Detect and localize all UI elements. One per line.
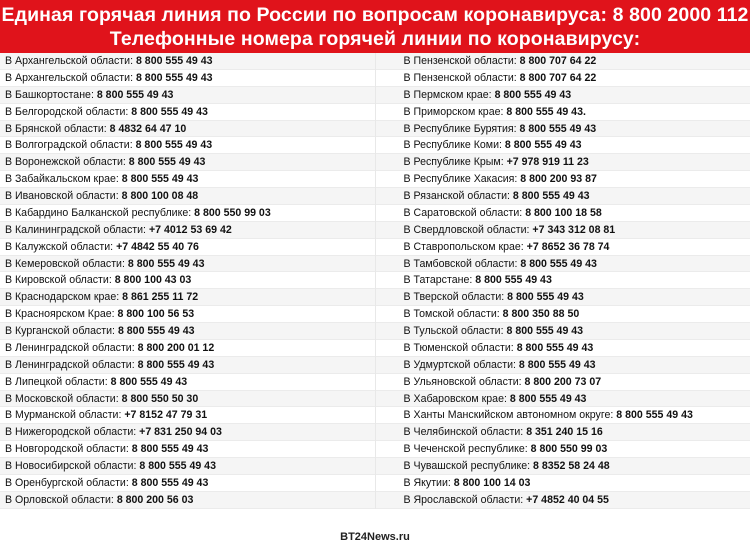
region-label: В Ульяновской области: — [403, 375, 522, 388]
region-label: В Нижегородской области: — [5, 426, 137, 439]
table-row — [0, 475, 375, 492]
table-row — [376, 239, 750, 256]
table-row — [376, 188, 750, 205]
region-label: В Чувашской республике: — [403, 460, 531, 472]
region-label: В Калининградской области: — [5, 223, 146, 236]
phone-number: 8 800 555 49 43 — [137, 358, 215, 371]
region-label: В Волгоградской области: — [5, 139, 133, 152]
phone-number: 8 800 555 49 43 — [506, 325, 584, 337]
region-label: В Саратовской области: — [403, 206, 523, 219]
region-label: В Пермском крае: — [403, 88, 492, 101]
source-footer: BT24News.ru — [340, 531, 410, 543]
phone-number: 8 800 555 49 43 — [135, 71, 213, 84]
phone-number: 8 800 200 01 12 — [137, 341, 215, 354]
phone-number: +7 4852 40 04 55 — [526, 493, 609, 506]
table-row — [0, 492, 375, 509]
phone-number: 8 800 555 49 43 — [121, 173, 199, 186]
region-label: В Тульской области: — [403, 325, 504, 337]
table-row — [0, 323, 375, 340]
phone-number: 8 800 555 49 43 — [139, 460, 216, 472]
hotline-subtitle: Телефонные номера горячей линии по коронавирусу: — [109, 28, 641, 50]
table-row — [376, 374, 750, 391]
region-label: В Пензенской области: — [403, 71, 517, 84]
region-label: В Томской области: — [403, 308, 500, 321]
region-label: В Новгородской области: — [5, 443, 129, 456]
region-label: В Ставропольском крае: — [403, 240, 524, 253]
region-label: В Приморском крае: — [403, 105, 504, 118]
region-label: В Свердловской области: — [403, 223, 530, 236]
region-label: В Забайкальском крае: — [5, 173, 119, 186]
region-label: В Брянской области: — [5, 122, 107, 135]
hotline-title: Единая горячая линия по России по вопросам коронавируса: 8 800 2000 112 — [1, 4, 749, 26]
table-row — [0, 272, 375, 289]
table-row — [0, 188, 375, 205]
table-row — [376, 441, 750, 458]
phone-number: +7 8652 36 78 74 — [526, 240, 610, 253]
phone-number: 8 800 555 49 43 — [110, 375, 188, 388]
table-row — [376, 222, 750, 239]
phone-number: 8 800 555 49 43 — [127, 257, 205, 270]
table-row — [0, 289, 375, 306]
phone-number: 8 800 550 99 03 — [530, 443, 608, 456]
phone-number: +7 4842 55 40 76 — [116, 240, 199, 253]
region-label: В Хабаровском крае: — [403, 392, 507, 405]
right-column — [375, 53, 750, 509]
table-row — [0, 424, 375, 441]
phone-number: 8 800 100 43 03 — [114, 274, 192, 287]
table-row — [376, 492, 750, 509]
region-label: В Рязанской области: — [403, 190, 510, 202]
phone-number: 8 800 350 88 50 — [502, 308, 580, 321]
phone-number: 8 800 555 49 43 — [516, 341, 594, 354]
region-label: В Орловской области: — [5, 493, 114, 506]
table-row — [0, 441, 375, 458]
region-label: В Калужской области: — [5, 240, 114, 253]
phone-number: 8 800 555 49 43 — [494, 88, 572, 101]
region-label: В Кабардино Балканской республике: — [5, 206, 192, 219]
region-label: В Тюменской области: — [403, 341, 514, 354]
phone-number: 8 800 555 49 43 — [519, 122, 597, 135]
table-row — [376, 357, 750, 374]
table-row — [376, 205, 750, 222]
table-row — [376, 458, 750, 475]
table-row — [0, 222, 375, 239]
region-label: В Новосибирской области: — [5, 460, 137, 472]
region-label: В Якутии: — [403, 476, 451, 489]
region-label: В Ленинградской области: — [5, 341, 135, 354]
region-label: В Республике Хакасия: — [403, 173, 518, 186]
phone-number: 8 800 555 49 43 — [135, 55, 213, 67]
phone-number: 8 800 100 56 53 — [117, 308, 195, 321]
table-row — [0, 104, 375, 121]
phone-number: 8 800 555 49 43 — [128, 156, 206, 169]
region-label: В Воронежской области: — [5, 156, 126, 169]
table-row — [376, 407, 750, 424]
phone-number: +7 978 919 11 23 — [506, 156, 589, 169]
table-row — [376, 340, 750, 357]
region-label: В Краснодарском крае: — [5, 291, 120, 304]
region-label: В Московской области: — [5, 392, 119, 405]
region-label: В Республике Бурятия: — [403, 122, 517, 135]
phone-number: 8 800 550 99 03 — [194, 206, 271, 219]
table-row — [376, 323, 750, 340]
region-label: В Чеченской республике: — [403, 443, 528, 456]
table-row — [0, 53, 375, 70]
phone-number: 8 800 200 56 03 — [116, 493, 194, 506]
table-row — [376, 306, 750, 323]
table-row — [0, 171, 375, 188]
phone-number: 8 800 555 49 43 — [131, 105, 208, 118]
phone-number: 8 800 555 49 43 — [96, 88, 174, 101]
table-row — [0, 391, 375, 408]
region-label: В Республике Крым: — [403, 156, 504, 169]
table-row — [0, 205, 375, 222]
table-row — [376, 87, 750, 104]
phone-number: 8 861 255 11 72 — [122, 291, 199, 304]
phone-number: 8 800 555 49 43 — [475, 274, 552, 287]
table-row — [0, 374, 375, 391]
phone-number: 8 800 100 18 58 — [525, 206, 602, 219]
phone-number: 8 800 555 49 43 — [131, 476, 209, 489]
region-label: В Липецкой области: — [5, 375, 108, 388]
region-label: В Кемеровской области: — [5, 257, 125, 270]
table-row — [0, 357, 375, 374]
phone-number: 8 800 707 64 22 — [519, 55, 597, 67]
phone-number: 8 800 555 49 43 — [520, 257, 597, 270]
region-label: В Оренбургской области: — [5, 476, 129, 489]
table-row — [0, 70, 375, 87]
table-row — [0, 154, 375, 171]
region-label: В Ханты Манскийском автономном округе: — [403, 409, 614, 422]
region-label: В Пензенской области: — [403, 55, 517, 67]
table-row — [0, 306, 375, 323]
phone-number: 8 800 555 49 43 — [512, 190, 590, 202]
phone-number: +7 831 250 94 03 — [139, 426, 222, 439]
region-label: В Тамбовской области: — [403, 257, 518, 270]
phone-number: 8 800 100 08 48 — [121, 190, 199, 202]
table-row — [376, 272, 750, 289]
table-row — [376, 391, 750, 408]
region-label: В Татарстане: — [403, 274, 473, 287]
table-row — [376, 475, 750, 492]
table-row — [376, 104, 750, 121]
phone-number: 8 800 555 49 43 — [504, 139, 582, 152]
phone-number: 8 800 555 49 43 — [518, 358, 596, 371]
phone-number: 8 351 240 15 16 — [526, 426, 603, 439]
region-label: В Ярославской области: — [403, 493, 524, 506]
left-column — [0, 53, 375, 509]
phone-number: 8 800 555 49 43 — [117, 325, 195, 337]
phone-number: 8 8352 58 24 48 — [533, 460, 610, 472]
region-label: В Ивановской области: — [5, 190, 119, 202]
region-label: В Ленинградской области: — [5, 358, 135, 371]
table-row — [376, 256, 750, 273]
table-row — [376, 121, 750, 138]
region-label: В Архангельской области: — [5, 71, 134, 84]
region-label: В Башкортостане: — [5, 88, 94, 101]
phone-number: 8 800 550 50 30 — [121, 392, 199, 405]
region-label: В Челябинской области: — [403, 426, 524, 439]
phone-number: +7 343 312 08 81 — [532, 223, 616, 236]
table-row — [0, 458, 375, 475]
phone-number: 8 800 555 49 43. — [506, 105, 586, 118]
table-row — [0, 239, 375, 256]
region-label: В Архангельской области: — [5, 55, 134, 67]
phone-number: 8 4832 64 47 10 — [109, 122, 187, 135]
table-row — [376, 171, 750, 188]
phone-number: 8 800 555 49 43 — [131, 443, 209, 456]
table-row — [376, 137, 750, 154]
phone-number: 8 800 555 49 43 — [507, 291, 584, 304]
table-row — [376, 289, 750, 306]
phone-number: 8 800 707 64 22 — [519, 71, 597, 84]
phone-number: 8 800 555 49 43 — [509, 392, 587, 405]
table-row — [0, 340, 375, 357]
region-label: В Курганской области: — [5, 325, 115, 337]
phone-number: 8 800 200 73 07 — [524, 375, 602, 388]
table-row — [0, 87, 375, 104]
table-row — [376, 154, 750, 171]
region-label: В Удмуртской области: — [403, 358, 516, 371]
region-label: В Тверской области: — [403, 291, 505, 304]
table-row — [0, 256, 375, 273]
region-label: В Мурманской области: — [5, 409, 122, 422]
phone-number: +7 8152 47 79 31 — [124, 409, 208, 422]
phone-number: 8 800 100 14 03 — [453, 476, 531, 489]
header-banner — [0, 0, 750, 53]
region-label: В Кировской области: — [5, 274, 112, 287]
table-row — [0, 137, 375, 154]
phone-number: 8 800 555 49 43 — [616, 409, 693, 422]
table-row — [376, 424, 750, 441]
phone-number: 8 800 200 93 87 — [520, 173, 597, 186]
phone-number: +7 4012 53 69 42 — [148, 223, 232, 236]
table-row — [0, 121, 375, 138]
region-label: В Белгородской области: — [5, 105, 129, 118]
hotline-table — [0, 53, 750, 509]
table-row — [0, 407, 375, 424]
region-label: В Красноярском Крае: — [5, 308, 115, 321]
phone-number: 8 800 555 49 43 — [135, 139, 213, 152]
table-row — [376, 53, 750, 70]
region-label: В Республике Коми: — [403, 139, 502, 152]
table-row — [376, 70, 750, 87]
